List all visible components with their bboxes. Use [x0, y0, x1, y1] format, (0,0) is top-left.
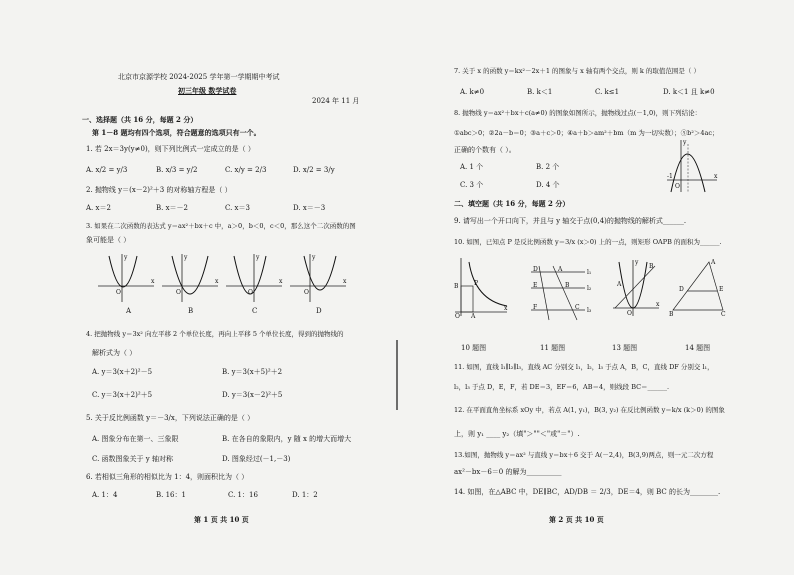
- exam-title: 北京市京源学校 2024-2025 学年第一学期期中考试: [118, 73, 280, 81]
- q5-option-c[interactable]: C. 函数图象关于 y 轴对称: [92, 455, 173, 463]
- svg-text:y: y: [256, 254, 260, 261]
- svg-text:F: F: [533, 304, 538, 311]
- q8-conditions: ①abc＞0；②2a－b＝0；③a＋c＞0；④a＋b＞am²＋bm（m 为一切实数）；⑤b²＞4ac；: [454, 129, 719, 137]
- q3-stem-cont: 象可能是（ ）: [86, 236, 131, 244]
- q8-option-a[interactable]: A. 1 个: [460, 163, 484, 171]
- q13-stem-cont: ax²－bx－6＝0 的解为__________: [454, 468, 562, 476]
- q2-option-b[interactable]: B. x＝－2: [156, 204, 188, 212]
- svg-text:y: y: [124, 254, 128, 261]
- svg-text:O: O: [248, 289, 253, 296]
- fig10-hyperbola: [453, 256, 509, 318]
- svg-text:A: A: [558, 266, 563, 273]
- svg-text:B: B: [649, 263, 654, 270]
- svg-text:x: x: [343, 278, 347, 285]
- q1-option-a[interactable]: A. x/2 = y/3: [86, 166, 128, 174]
- svg-text:x: x: [215, 278, 219, 285]
- svg-text:E: E: [533, 282, 538, 289]
- right-page: [397, 0, 794, 575]
- q3-stem: 3. 如果在二次函数的表达式 y＝ax²＋bx＋c 中，a＞0，b＜0，c＜0，那么这个二次函数的图: [86, 222, 356, 230]
- q13-stem: 13.如图，抛物线 y＝ax² 与直线 y＝bx＋6 交于 A(－2,4)，B(3,9)两点，则一元二次方程: [454, 451, 714, 459]
- section1-intro: 第 1－8 题均有四个选项，符合题意的选项只有一个。: [92, 128, 261, 137]
- q5-option-a[interactable]: A. 图象分布在第一、三象限: [92, 435, 179, 443]
- svg-text:B: B: [454, 283, 459, 290]
- svg-text:x: x: [151, 278, 155, 285]
- q3-label-a: A: [126, 307, 132, 315]
- svg-text:E: E: [719, 286, 724, 293]
- q5-stem: 5. 关于反比例函数 y＝－3/x，下列说法正确的是（ ）: [86, 414, 255, 422]
- fig11-caption: 11 题图: [540, 344, 566, 352]
- svg-text:y: y: [312, 254, 316, 261]
- q5-option-b[interactable]: B. 在各自的象限内，y 随 x 的增大而增大: [222, 435, 352, 443]
- q8-stem: 8. 抛物线 y＝ax²＋bx＋c(a≠0) 的图象如图所示，抛物线过点(－1,0)，则下列结论：: [454, 109, 702, 117]
- q8-parabola-figure: [665, 138, 719, 194]
- q3-label-b: B: [188, 307, 194, 315]
- q11-stem: 11. 如图，直线 l₁∥l₂∥l₃，直线 AC 分别交 l₁，l₂，l₃ 于点 A，B，C，直线 DF 分别交 l₁，: [454, 363, 714, 371]
- svg-text:O: O: [116, 289, 121, 296]
- svg-text:O: O: [675, 183, 680, 190]
- q1-option-d[interactable]: D. x/2 = 3/y: [293, 166, 335, 174]
- fig14-caption: 14 题图: [685, 344, 711, 352]
- fig11-parallel-lines: [527, 262, 593, 322]
- q7-option-b[interactable]: B. k＜1: [527, 88, 553, 96]
- svg-text:C: C: [721, 311, 726, 318]
- svg-text:P: P: [474, 280, 479, 287]
- q5-option-d[interactable]: D. 图象经过(－1,－3): [222, 455, 291, 463]
- section2-heading: 二、填空题（共 16 分，每题 2 分）: [454, 199, 570, 208]
- q7-stem: 7. 关于 x 的函数 y＝kx²－2x＋1 的图象与 x 轴有两个交点，则 k 的取值范围是（ ）: [454, 67, 700, 75]
- svg-text:O: O: [455, 313, 460, 320]
- svg-text:y: y: [635, 259, 639, 266]
- q2-option-d[interactable]: D. x＝－3: [293, 204, 326, 212]
- q4-option-b[interactable]: B. y＝3(x＋5)²＋2: [222, 368, 283, 376]
- q10-stem: 10. 如图，已知点 P 是反比例函数 y＝3/x (x＞0) 上的一点，则矩形 OAPB 的面积为______.: [454, 238, 722, 246]
- svg-text:l₂: l₂: [587, 285, 592, 292]
- q8-option-c[interactable]: C. 3 个: [460, 181, 484, 189]
- q6-option-b[interactable]: B. 16：1: [156, 491, 186, 499]
- q7-option-d[interactable]: D. k＜1 且 k≠0: [663, 88, 715, 96]
- section1-heading: 一、选择题（共 16 分，每题 2 分）: [82, 115, 198, 124]
- svg-text:O: O: [304, 289, 309, 296]
- q7-option-c[interactable]: C. k≤1: [595, 88, 620, 96]
- svg-text:C: C: [575, 304, 580, 311]
- svg-text:x: x: [714, 173, 718, 180]
- q11-stem-cont: l₂，l₃ 于点 D，E，F，若 DE＝3，EF＝6，AB＝4，则线段 BC＝______.: [454, 383, 670, 391]
- fig13-parabola-line: [611, 258, 661, 318]
- q8-option-d[interactable]: D. 4 个: [536, 181, 560, 189]
- q6-option-a[interactable]: A. 1：4: [92, 491, 118, 499]
- svg-text:-1: -1: [667, 173, 673, 180]
- svg-text:l₁: l₁: [587, 269, 592, 276]
- page-footer-left: 第 1 页 共 10 页: [194, 515, 249, 524]
- svg-text:y: y: [683, 139, 687, 146]
- fig14-triangle: [669, 258, 727, 318]
- q4-stem-cont: 解析式为（ ）: [92, 349, 137, 357]
- svg-text:D: D: [679, 286, 684, 293]
- q14-stem: 14. 如图，在△ABC 中，DE∥BC，AD/DB ＝ 2/3，DE＝4，则 BC 的长为________.: [454, 488, 721, 496]
- page-footer-right: 第 2 页 共 10 页: [549, 515, 604, 524]
- fig13-caption: 13 题图: [612, 344, 638, 352]
- q1-stem: 1. 若 2x＝3y(y≠0)，则下列比例式一定成立的是（ ）: [86, 145, 255, 153]
- q9-stem: 9. 请写出一个开口向下，并且与 y 轴交于点(0,4)的抛物线的解析式______.: [454, 217, 687, 225]
- q3-graph-b[interactable]: [160, 252, 220, 304]
- exam-subtitle: 初三年级 数学试卷: [178, 86, 237, 95]
- q3-graph-d[interactable]: [288, 252, 348, 304]
- svg-text:D: D: [533, 266, 538, 273]
- q7-option-a[interactable]: A. k≠0: [460, 88, 485, 96]
- q3-graph-a[interactable]: [96, 252, 156, 304]
- q2-option-c[interactable]: C. x＝3: [225, 204, 250, 212]
- q4-option-d[interactable]: D. y＝3(x－2)²＋5: [222, 391, 283, 399]
- q3-label-d: D: [316, 307, 322, 315]
- q1-option-c[interactable]: C. x/y = 2/3: [225, 166, 267, 174]
- q3-label-c: C: [252, 307, 258, 315]
- svg-text:A: A: [617, 281, 622, 288]
- svg-text:O: O: [627, 310, 632, 317]
- q1-option-b[interactable]: B. x/3 = y/2: [156, 166, 198, 174]
- svg-text:x: x: [279, 278, 283, 285]
- svg-text:x: x: [656, 301, 660, 308]
- svg-text:B: B: [669, 311, 674, 318]
- svg-text:B: B: [565, 282, 570, 289]
- q12-stem: 12. 在平面直角坐标系 xOy 中，若点 A(1, y₁)，B(3, y₂) 在反比例函数 y＝k/x (k＞0) 的图象: [454, 406, 725, 414]
- q8-stem-cont: 正确的个数有（ ）。: [454, 146, 516, 154]
- svg-text:A: A: [471, 313, 476, 320]
- fig10-caption: 10 题图: [461, 344, 487, 352]
- svg-text:y: y: [184, 254, 188, 261]
- q8-option-b[interactable]: B. 2 个: [536, 163, 560, 171]
- q4-stem: 4. 把抛物线 y＝3x² 向左平移 2 个单位长度，再向上平移 5 个单位长度，得到的抛物线的: [86, 330, 344, 338]
- q12-stem-cont: 上，则 y₁ ____ y₂（填"＞""＜"或"＝"）.: [454, 430, 580, 438]
- q6-stem: 6. 若相似三角形的相似比为 1：4，则面积比为（ ）: [86, 473, 249, 481]
- svg-text:O: O: [176, 289, 181, 296]
- q2-stem: 2. 抛物线 y＝(x－2)²＋3 的对称轴方程是（ ）: [86, 186, 232, 194]
- svg-text:l₃: l₃: [587, 307, 592, 314]
- q3-graph-c[interactable]: [224, 252, 284, 304]
- svg-text:x: x: [504, 305, 508, 312]
- svg-text:A: A: [711, 259, 716, 266]
- q6-option-d[interactable]: D. 1：2: [292, 491, 318, 499]
- q6-option-c[interactable]: C. 1：16: [228, 491, 258, 499]
- q4-option-c[interactable]: C. y＝3(x＋2)²＋5: [92, 391, 153, 399]
- exam-date: 2024 年 11 月: [312, 97, 360, 105]
- q4-option-a[interactable]: A. y＝3(x＋2)²－5: [92, 368, 153, 376]
- q2-option-a[interactable]: A. x＝2: [86, 204, 111, 212]
